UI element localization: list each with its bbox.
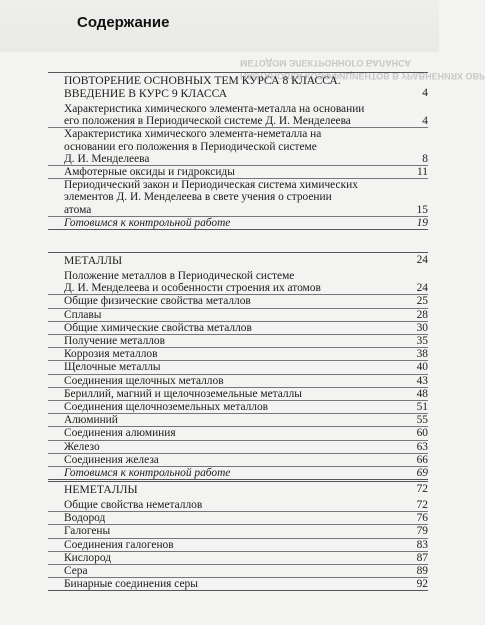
toc-entry[interactable] [48, 166, 428, 179]
toc-page-number: 35 [416, 335, 428, 348]
toc-entry-text: Соединения щелочноземельных металлов [64, 401, 269, 414]
toc-entry[interactable] [48, 217, 428, 229]
toc-page-number: 89 [416, 565, 428, 578]
toc-page-number: 40 [416, 361, 428, 374]
toc-entry[interactable] [48, 414, 428, 427]
section-page-number: 24 [416, 254, 428, 266]
toc-page-number: 51 [416, 401, 428, 414]
toc-entry-text: Бинарные соединения серы [64, 578, 198, 591]
toc-entry-text: Соединения алюминия [64, 427, 176, 440]
section-heading-line: ВВЕДЕНИЕ В КУРС 9 КЛАССА [64, 87, 228, 100]
toc-page-number: 28 [416, 308, 428, 321]
page-title: Содержание [77, 14, 170, 31]
toc-entry[interactable] [48, 128, 428, 166]
toc-page-number: 76 [416, 512, 428, 525]
section-heading [48, 253, 428, 267]
toc-entry-text: Бериллий, магний и щелочноземельные металлы [64, 387, 302, 400]
toc-entry-text: Положение металлов в Периодической системе [64, 270, 295, 282]
section-heading-line: МЕТАЛЛЫ [64, 254, 123, 267]
toc-entry-text: атома [64, 203, 92, 216]
toc-page-number: 38 [416, 348, 428, 361]
toc-entry-text: Галогены [64, 525, 111, 538]
toc-entry-text: его положения в Периодической системе Д. И. Менделеева [64, 115, 351, 128]
toc-entry-text: Получение металлов [64, 335, 166, 348]
toc-page-number: 63 [416, 440, 428, 453]
toc-entry[interactable] [48, 335, 428, 348]
toc-page-number: 4 [422, 115, 428, 128]
section-page-number: 72 [416, 483, 428, 495]
toc-entry[interactable] [48, 179, 428, 217]
toc-entry-text: Соединения железа [64, 453, 159, 466]
toc-entry[interactable] [48, 512, 428, 525]
toc-entry-text: Соединения галогенов [64, 538, 174, 551]
toc-entry[interactable] [48, 454, 428, 467]
toc-entry-text: Коррозия металлов [64, 348, 158, 361]
toc-page-number: 24 [416, 282, 428, 295]
toc-entry[interactable] [48, 322, 428, 335]
toc-entry[interactable] [48, 388, 428, 401]
toc-page-number: 11 [417, 166, 428, 179]
toc-entry[interactable] [48, 565, 428, 578]
toc-entry-text: Щелочные металлы [64, 361, 161, 374]
bleed-line-2: МЕТОДОМ ЭЛЕКТРОННОГО БАЛАНСА [240, 58, 411, 68]
toc-page-number: 30 [416, 321, 428, 334]
toc-page-number: 60 [416, 427, 428, 440]
toc-entry[interactable] [48, 427, 428, 440]
toc-entry-text: Готовимся к контрольной работе [64, 467, 231, 480]
toc-entry-text: основании его положения в Периодической системе [64, 140, 317, 153]
toc-entry-text: Амфотерные оксиды и гидроксиды [64, 166, 235, 179]
toc-entry-text: Готовимся к контрольной работе [64, 216, 231, 229]
bleed-line-1: НАСТАНОВКА КОЭФФИЦИЕНТОВ В УРАВНЕНИЯХ ОВР [240, 71, 485, 81]
toc-entry[interactable] [48, 348, 428, 361]
toc-entry-text: Д. И. Менделеева [64, 152, 150, 165]
toc-entry[interactable] [48, 539, 428, 552]
toc-entry[interactable] [48, 309, 428, 322]
section-metals [48, 252, 428, 480]
toc-page-number: 25 [416, 295, 428, 308]
header-band [0, 0, 439, 52]
toc-entry[interactable] [48, 552, 428, 565]
toc-entry[interactable] [48, 103, 428, 128]
toc-entry-text: Сплавы [64, 308, 102, 321]
toc-page-number: 92 [416, 578, 428, 591]
section-heading-line: ПОВТОРЕНИЕ ОСНОВНЫХ ТЕМ КУРСА 8 КЛАССА. [64, 74, 341, 87]
toc-entry[interactable] [48, 525, 428, 538]
toc-entry[interactable] [48, 295, 428, 308]
toc-page-number: 83 [416, 538, 428, 551]
section-review [48, 72, 428, 230]
toc-entry-text: Кислород [64, 551, 111, 564]
toc-page-number: 15 [416, 203, 428, 216]
toc-entry-text: Характеристика химического элемента-металла на основании [64, 103, 365, 115]
toc-page-number: 8 [422, 152, 428, 165]
toc-entry-text: Соединения щелочных металлов [64, 374, 224, 387]
toc-entry-text: элементов Д. И. Менделеева в свете учения о строении [64, 191, 332, 204]
toc-page-number: 55 [416, 414, 428, 427]
toc-page-number: 19 [416, 216, 428, 229]
toc-entry[interactable] [48, 578, 428, 590]
toc-entry[interactable] [48, 401, 428, 414]
section-heading-line: НЕМЕТАЛЛЫ [64, 483, 138, 496]
toc-entry-text: Водород [64, 512, 106, 525]
toc-entry-text: Сера [64, 565, 88, 578]
toc-entry[interactable] [48, 467, 428, 479]
toc-entry-text: Д. И. Менделеева и особенности строения их атомов [64, 282, 321, 295]
toc-entry[interactable] [48, 375, 428, 388]
toc-page-number: 72 [416, 499, 428, 511]
toc-entry-text: Общие химические свойства металлов [64, 321, 252, 334]
toc-entry-text: Общие свойства неметаллов [64, 499, 203, 511]
toc-entry-text: Алюминий [64, 414, 118, 427]
toc-page-number: 66 [416, 453, 428, 466]
section-page-number: 4 [422, 87, 428, 99]
section-heading [48, 73, 428, 100]
toc-page-number: 43 [416, 374, 428, 387]
toc-page-number: 79 [416, 525, 428, 538]
toc-entry-text: Характеристика химического элемента-неметалла на [64, 128, 322, 141]
section-nonmetals [48, 481, 428, 591]
section-heading [48, 482, 428, 496]
toc-entry[interactable] [48, 270, 428, 295]
toc-entry-text: Железо [64, 440, 100, 453]
toc-entry-text: Периодический закон и Периодическая система химических [64, 179, 358, 192]
toc-entry[interactable] [48, 441, 428, 454]
toc-entry[interactable] [48, 361, 428, 374]
toc-page-number: 87 [416, 551, 428, 564]
toc-entry-text: Общие физические свойства металлов [64, 295, 251, 308]
toc-page-number: 48 [416, 387, 428, 400]
toc-entry[interactable] [48, 499, 428, 512]
toc-page-number: 69 [416, 467, 428, 480]
